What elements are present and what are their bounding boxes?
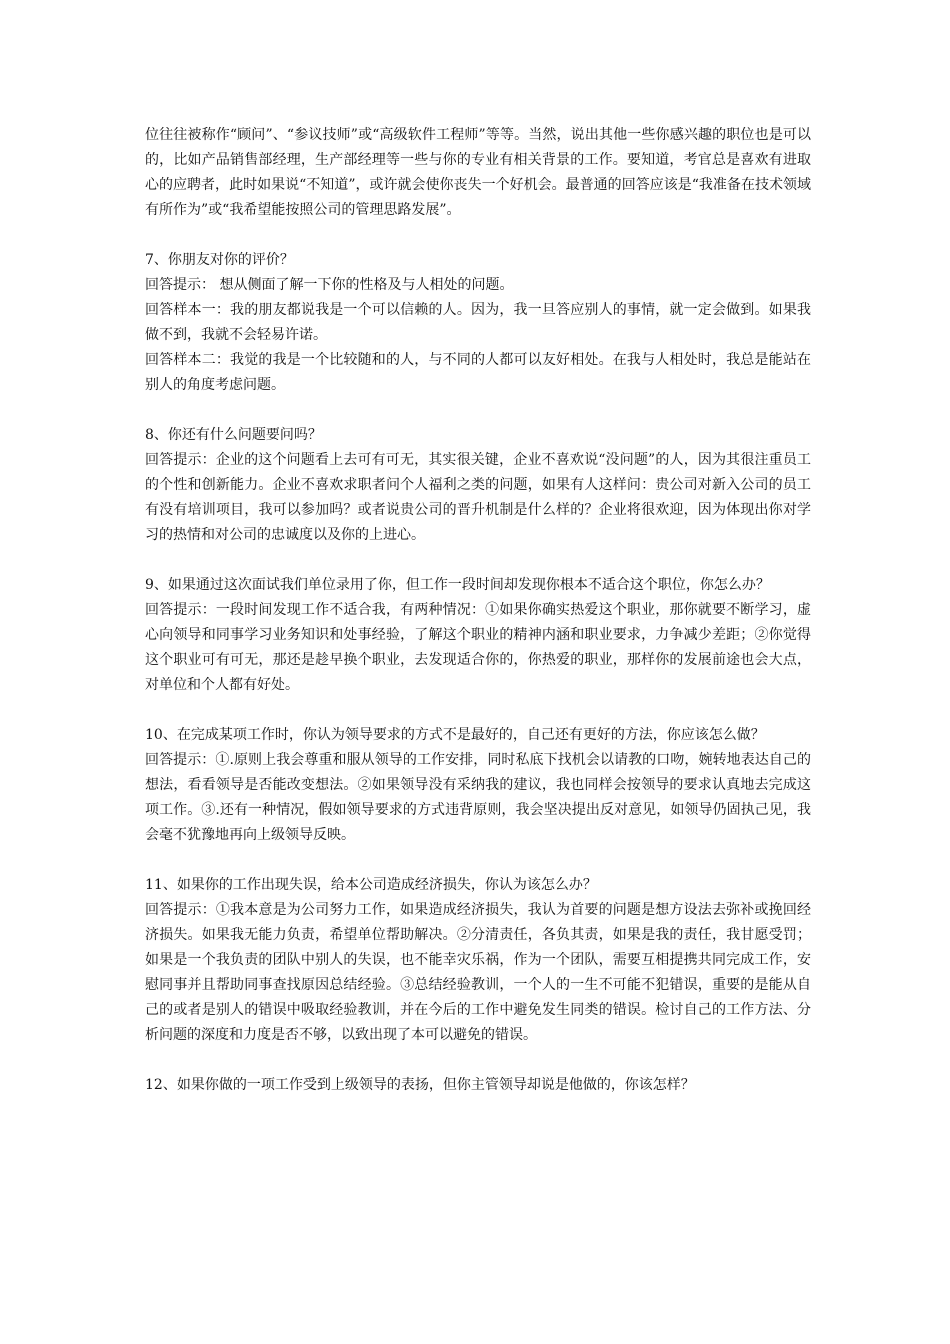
paragraph-spacer <box>145 398 811 423</box>
q8-hint: 回答提示：企业的这个问题看上去可有可无，其实很关键，企业不喜欢说“没问题”的人，因为其很注重员工的个性和创新能力。企业不喜欢求职者问个人福利之类的问题，如果有人这样问：贵公司对新入公司的员工有没有培训项目，我可以参加吗？或者说贵公司的晋升机制是什么样的？企业将很欢迎，因为体现出你对学习的热情和对公司的忠诚度以及你的上进心。 <box>145 452 811 543</box>
q9-hint: 回答提示：一段时间发现工作不适合我，有两种情况：①如果你确实热爱这个职业，那你就要不断学习，虚心向领导和同事学习业务知识和处事经验，了解这个职业的精神内涵和职业要求，力争减少差距；②你觉得这个职业可有可无，那还是趁早换个职业，去发现适合你的，你热爱的职业，那样你的发展前途也会大点，对单位和个人都有好处。 <box>145 602 811 693</box>
q7-hint: 回答提示： 想从侧面了解一下你的性格及与人相处的问题。 <box>145 277 514 293</box>
paragraph-spacer <box>145 223 811 248</box>
paragraph-spacer <box>145 1048 811 1073</box>
q7-sample-one: 回答样本一：我的朋友都说我是一个可以信赖的人。因为，我一旦答应别人的事情，就一定会做到。如果我做不到，我就不会轻易许诺。 <box>145 302 811 343</box>
q11-hint: 回答提示：①我本意是为公司努力工作，如果造成经济损失，我认为首要的问题是想方设法去弥补或挽回经济损失。如果我无能力负责，希望单位帮助解决。②分清责任，各负其责，如果是我的责任，我甘愿受罚；如果是一个我负责的团队中别人的失误，也不能幸灾乐祸，作为一个团队，需要互相提携共同完成工作，安慰同事并且帮助同事查找原因总结经验。③总结经验教训，一个人的一生不可能不犯错误，重要的是能从自己的或者是别人的错误中吸取经验教训，并在今后的工作中避免发生同类的错误。检讨自己的工作方法、分析问题的深度和力度是否不够，以致出现了本可以避免的错误。 <box>145 902 811 1043</box>
paragraph-spacer <box>145 848 811 873</box>
q9-question: 9、如果通过这次面试我们单位录用了你，但工作一段时间却发现你根本不适合这个职位，你怎么办？ <box>145 577 770 593</box>
q7-question: 7、你朋友对你的评价？ <box>145 252 294 268</box>
q8-question: 8、你还有什么问题要问吗？ <box>145 427 322 443</box>
document-page <box>145 123 811 1098</box>
intro-paragraph: 位往往被称作“顾问”、“参议技师”或“高级软件工程师”等等。当然，说出其他一些你感兴趣的职位也是可以的，比如产品销售部经理，生产部经理等一些与你的专业有相关背景的工作。要知道，考官总是喜欢有进取心的应聘者，此时如果说“不知道”，或许就会使你丧失一个好机会。最普通的回答应该是“我准备在技术领域有所作为”或“我希望能按照公司的管理思路发展”。 <box>145 127 811 218</box>
q10-hint: 回答提示：①.原则上我会尊重和服从领导的工作安排，同时私底下找机会以请教的口吻，婉转地表达自己的想法，看看领导是否能改变想法。②如果领导没有采纳我的建议，我也同样会按领导的要求认真地去完成这项工作。③.还有一种情况，假如领导要求的方式违背原则，我会坚决提出反对意见，如领导仍固执己见，我会毫不犹豫地再向上级领导反映。 <box>145 752 811 843</box>
q7-sample-two: 回答样本二：我觉的我是一个比较随和的人，与不同的人都可以友好相处。在我与人相处时，我总是能站在别人的角度考虑问题。 <box>145 352 811 393</box>
q11-question: 11、如果你的工作出现失误，给本公司造成经济损失，你认为该怎么办？ <box>145 877 597 893</box>
q12-question: 12、如果你做的一项工作受到上级领导的表扬，但你主管领导却说是他做的，你该怎样？ <box>145 1077 695 1093</box>
q10-question: 10、在完成某项工作时，你认为领导要求的方式不是最好的，自己还有更好的方法，你应该怎么做？ <box>145 727 765 743</box>
paragraph-spacer <box>145 548 811 573</box>
paragraph-spacer <box>145 698 811 723</box>
